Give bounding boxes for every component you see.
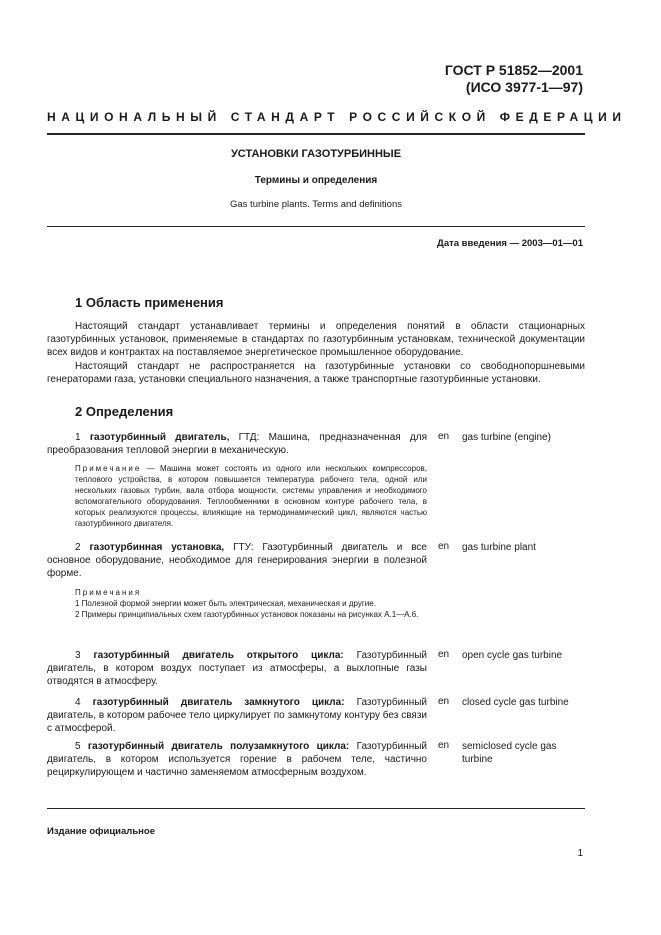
- title-divider: [47, 226, 585, 227]
- official-edition-label: Издание официальное: [47, 826, 155, 837]
- term-2-text: ГТУ: Газотурбинный двигатель и все основное оборудование, необходимое для генерирования энергии в полезной форме.: [47, 542, 427, 579]
- term-5-english: semiclosed cycle gas turbine: [462, 741, 557, 765]
- term-3-lang: en: [438, 649, 450, 660]
- term-5-name: газотурбинный двигатель полузамкнутого цикла:: [87, 741, 350, 752]
- english-title: Gas turbine plants. Terms and definitions: [230, 199, 402, 210]
- term-3-text: Газотурбинный двигатель, в котором воздух поступает из атмосферы, а выхлопные газы отводятся в атмосферу.: [47, 650, 428, 687]
- term-5-lang: en: [438, 740, 450, 751]
- term-1-definition: [47, 431, 427, 457]
- term-2-english: gas turbine plant: [462, 542, 536, 553]
- footer-divider: [47, 808, 585, 809]
- scope-paragraph-2: Настоящий стандарт не распространяется на газотурбинные установки со свободнопоршневыми генераторами газа, установки специального назначения, а также транспортные газотурбинные установки.: [47, 361, 585, 385]
- term-4-english: closed cycle gas turbine: [462, 697, 569, 708]
- term-1-text: ГТД: Машина, предназначенная для преобразования тепловой энергии в механическую.: [47, 432, 428, 456]
- iso-number: (ИСО 3977-1—97): [465, 79, 583, 95]
- term-5-text: Газотурбинный двигатель, в котором используется горение в рабочем теле, частично рециркулирующем и частично заменяемом атмосферным воздухом.: [47, 741, 428, 778]
- document-title: УСТАНОВКИ ГАЗОТУРБИННЫЕ: [230, 148, 402, 160]
- note-label: Примечание: [75, 464, 142, 473]
- term-1-number: 1: [75, 432, 81, 443]
- term-5-definition: [47, 740, 427, 779]
- top-divider: [47, 133, 585, 135]
- term-5-number: 5: [75, 741, 81, 752]
- notes-label: Примечания: [75, 588, 142, 597]
- term-3-name: газотурбинный двигатель открытого цикла:: [93, 650, 344, 661]
- national-standard-heading: НАЦИОНАЛЬНЫЙ СТАНДАРТ РОССИЙСКОЙ ФЕДЕРАЦИИ: [47, 110, 627, 124]
- term-2-notes: [47, 587, 427, 620]
- term-4-lang: en: [438, 696, 450, 707]
- note-text: — Машина может состоять из одного или нескольких компрессоров, теплового устройства, в котором повышается температура рабочего тела, одной или нескольких газовых турбин, вала отбора мощности, системы управления и необходимого вспомогательного оборудования. Теплообменники в основном контуре рабочего тела, в которых реализуются процессы, влияющие на термодинамический цикл, являются частью газотурбинного двигателя.: [75, 464, 427, 528]
- term-3-english: open cycle gas turbine: [462, 650, 563, 661]
- term-3-number: 3: [75, 650, 81, 661]
- term-4-name: газотурбинный двигатель замкнутого цикла:: [92, 697, 345, 708]
- term-1-note: [75, 463, 427, 529]
- term-2-lang: en: [438, 541, 450, 552]
- standard-code: [445, 62, 583, 96]
- term-4-text: Газотурбинный двигатель, в котором рабочее тело циркулирует по замкнутому контуру без связи с атмосферой.: [47, 697, 427, 734]
- note-item-1: 1 Полезной формой энергии может быть электрическая, механическая и другие.: [75, 599, 376, 608]
- term-1-lang: en: [438, 431, 450, 442]
- scope-paragraph-1: Настоящий стандарт устанавливает термины и определения понятий в области стационарных газотурбинных установок, применяемые в стандартах по газотурбинным установкам, технической документации всех видов и контрактах на поставляемое энергетическое промышленное оборудование.: [47, 321, 585, 358]
- term-2-number: 2: [75, 542, 81, 553]
- term-4-definition: [47, 696, 427, 735]
- page-number: 1: [577, 848, 583, 859]
- term-1-name: газотурбинный двигатель,: [89, 432, 230, 443]
- gost-number: ГОСТ Р 51852—2001: [444, 62, 583, 78]
- note-item-2: 2 Примеры принципиальных схем газотурбинных установок показаны на рисунках А.1—А.6.: [75, 610, 419, 619]
- section-2-heading: 2 Определения: [75, 404, 174, 419]
- term-2-definition: [47, 541, 427, 580]
- term-4-number: 4: [75, 697, 81, 708]
- section-1-heading: 1 Область применения: [75, 295, 224, 310]
- introduction-date: Дата введения — 2003—01—01: [437, 238, 583, 249]
- document-subtitle: Термины и определения: [254, 175, 378, 186]
- term-3-definition: [47, 649, 427, 688]
- term-1-english: gas turbine (engine): [462, 432, 551, 443]
- term-2-name: газотурбинная установка,: [89, 542, 225, 553]
